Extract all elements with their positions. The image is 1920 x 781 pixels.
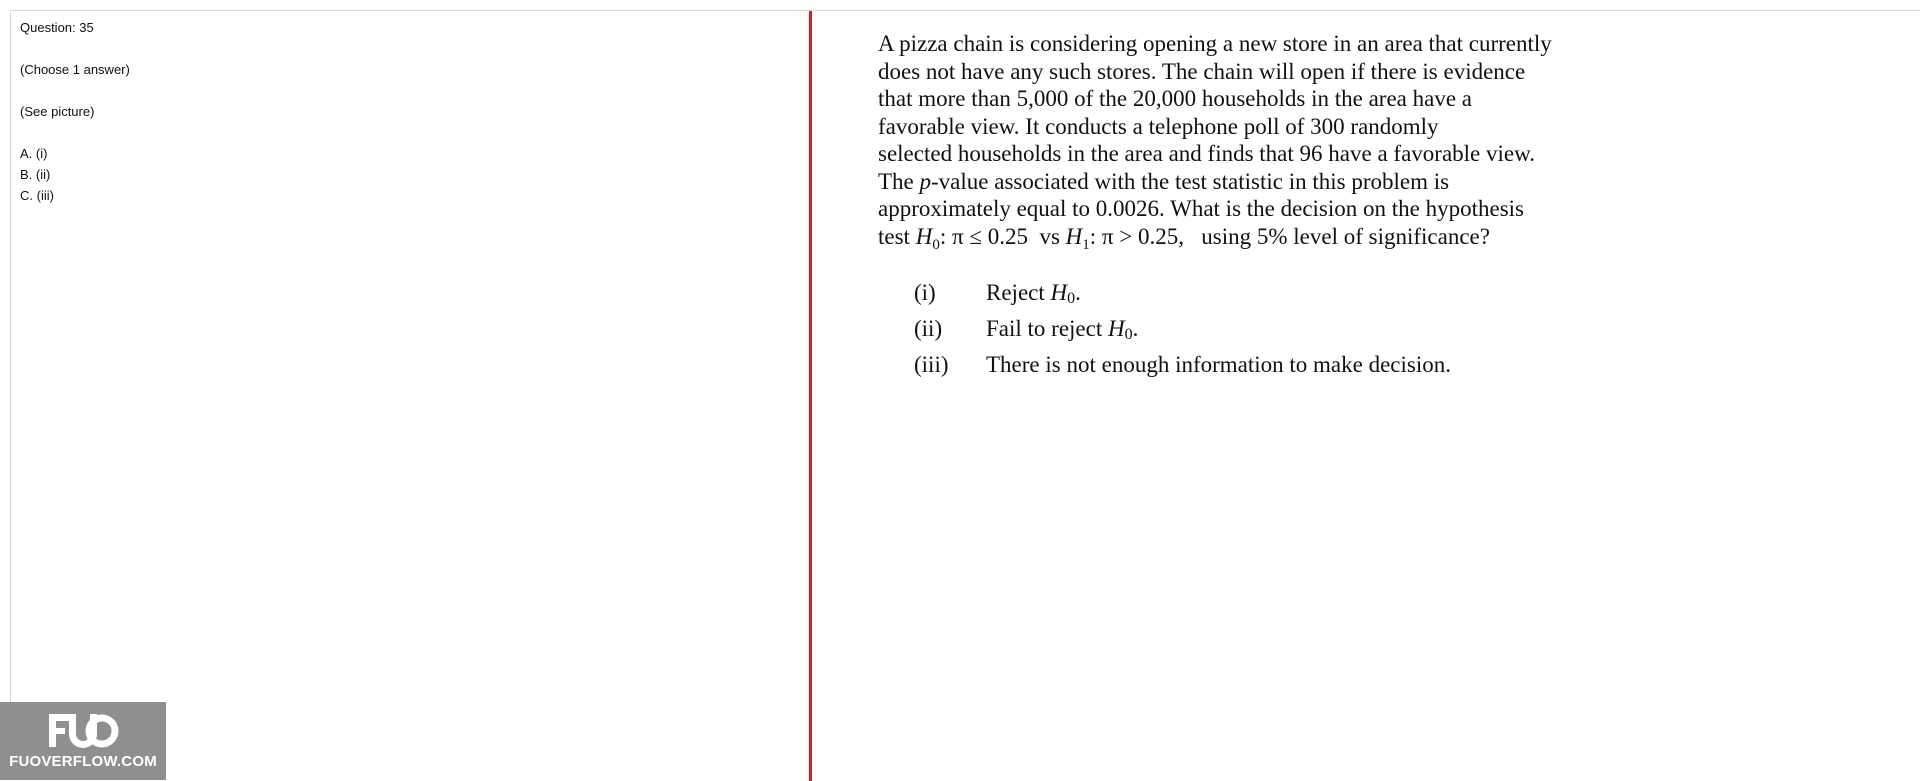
h1-subscript: 1 <box>1082 236 1090 253</box>
see-picture-note: (See picture) <box>20 104 95 119</box>
answer-instruction: (Choose 1 answer) <box>20 62 130 77</box>
question-text-part: -value associated with the test statistic in this problem is <box>931 168 1450 194</box>
h1-relation: : π > 0.25, <box>1089 223 1185 249</box>
question-line: approximately equal to 0.0026. What is the decision on the hypothesis <box>878 196 1525 221</box>
option-text: Fail to reject <box>986 316 1108 341</box>
question-number: Question: 35 <box>20 20 94 35</box>
question-text-part: The <box>878 168 920 194</box>
fuoverflow-site-label: FUOVERFLOW.COM <box>9 753 157 770</box>
option-text: . <box>1132 316 1139 341</box>
option-list <box>914 278 1451 380</box>
option-text: . <box>1075 280 1081 305</box>
question-line <box>878 168 1618 196</box>
h0-symbol: H <box>1108 316 1125 341</box>
question-text <box>878 30 1618 259</box>
h0-symbol: H <box>1050 280 1068 305</box>
option-number: (iii) <box>914 352 949 377</box>
option-iii <box>914 350 1451 380</box>
question-picture <box>812 11 1920 780</box>
answer-panel <box>11 11 810 780</box>
fuo-logo-icon <box>47 710 119 750</box>
answer-option-a[interactable]: A. (i) <box>20 146 48 161</box>
question-text-part: test <box>878 223 916 249</box>
option-number: (ii) <box>914 316 943 341</box>
question-line: favorable view. It conducts a telephone poll of 300 randomly <box>878 113 1439 139</box>
fuoverflow-watermark <box>0 702 166 780</box>
question-line: that more than 5,000 of the 20,000 households in the area have a <box>878 86 1473 111</box>
option-ii <box>914 314 1451 350</box>
h0-symbol: H <box>915 223 933 249</box>
question-text-part: using 5% level of significance? <box>1184 223 1490 249</box>
question-line: does not have any such stores. The chain will open if there is evidence <box>878 58 1526 84</box>
hypothesis-line <box>878 223 1618 260</box>
answer-option-c[interactable]: C. (iii) <box>20 188 54 203</box>
question-line: selected households in the area and finds that 96 have a favorable view. <box>878 141 1535 166</box>
exam-viewer <box>10 10 1920 780</box>
h0-relation: : π ≤ 0.25 vs <box>939 223 1066 249</box>
h1-symbol: H <box>1065 223 1083 249</box>
option-i <box>914 278 1451 314</box>
h0-subscript: 0 <box>1067 290 1076 307</box>
p-symbol: p <box>919 168 932 194</box>
question-line: A pizza chain is considering opening a new store in an area that currently <box>878 31 1552 56</box>
option-number: (i) <box>914 280 936 305</box>
h0-subscript: 0 <box>932 236 940 253</box>
answer-option-b[interactable]: B. (ii) <box>20 167 51 182</box>
option-text: There is not enough information to make decision. <box>986 352 1451 377</box>
h0-subscript: 0 <box>1124 326 1133 343</box>
option-text: Reject <box>986 280 1051 305</box>
